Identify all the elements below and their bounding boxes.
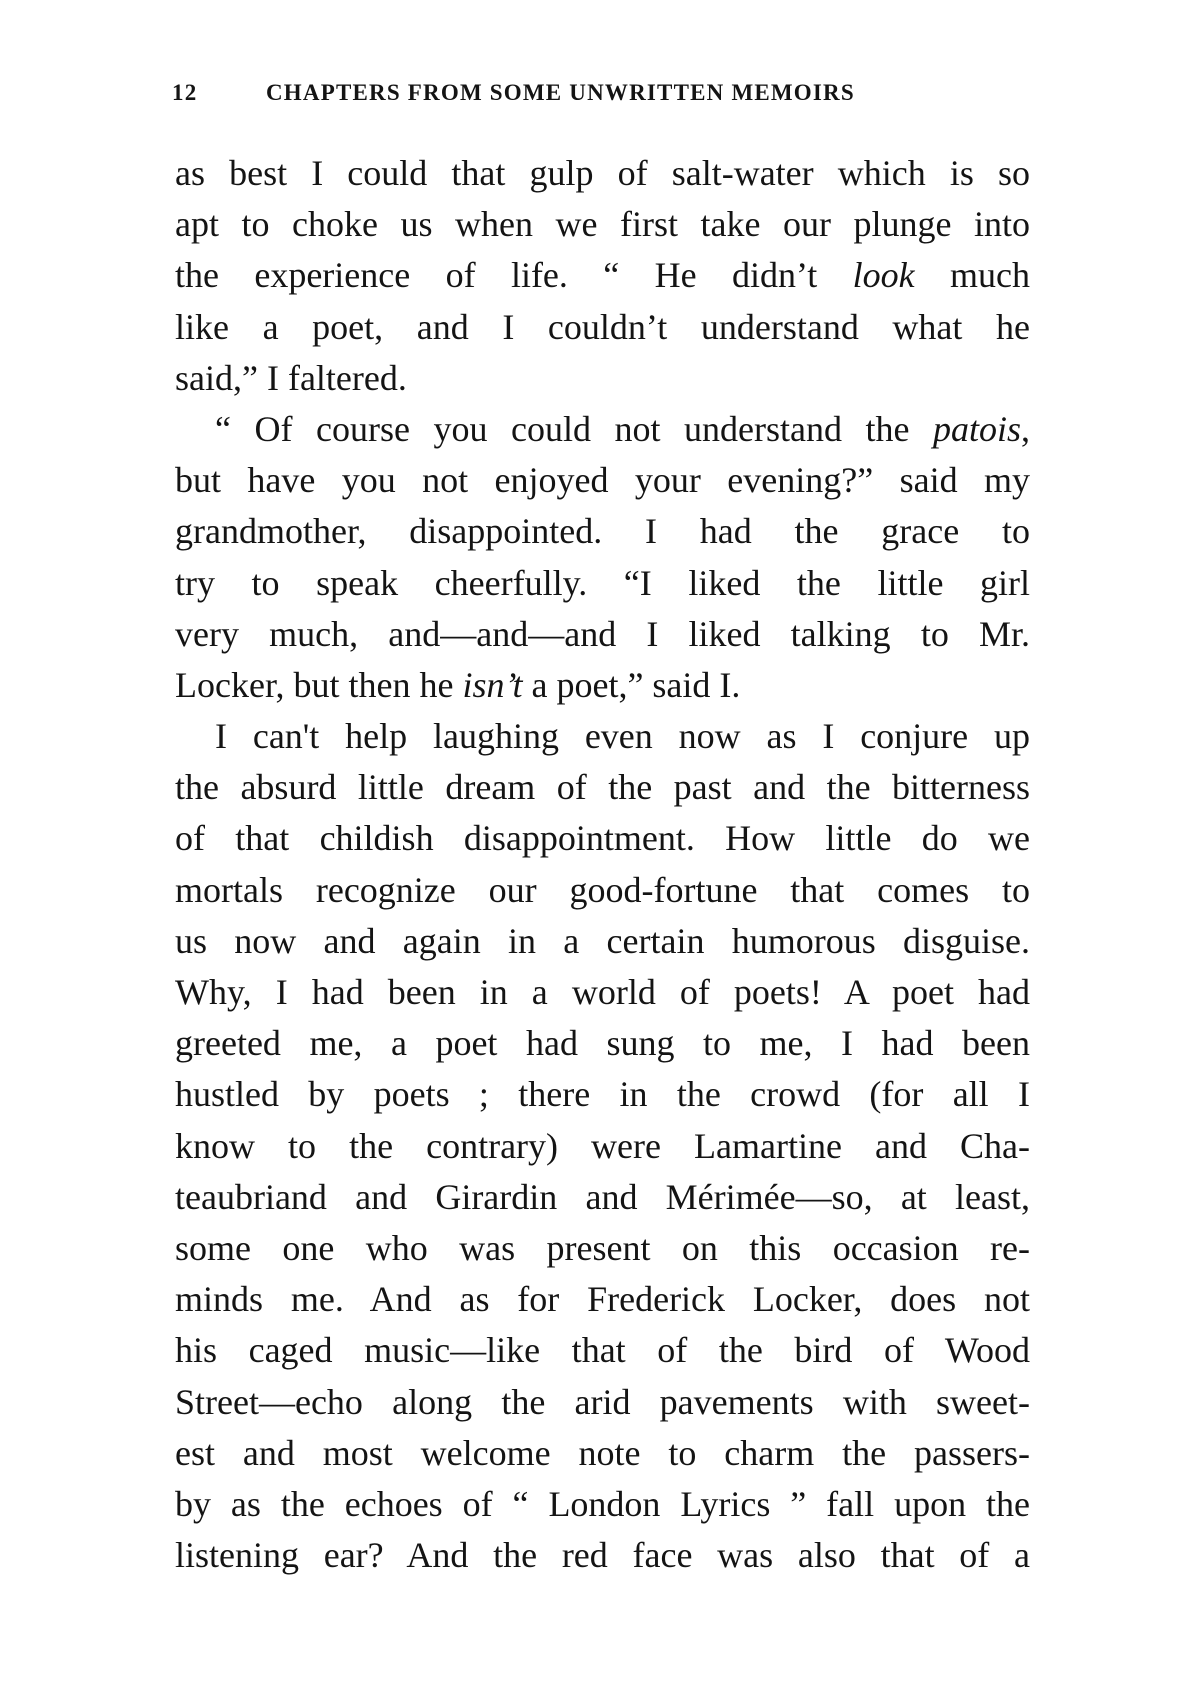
page-number: 12: [172, 80, 198, 105]
text-line: mortals recognize our good-fortune that comes to: [175, 869, 1030, 910]
text-line: apt to choke us when we first take our plunge into: [175, 204, 1030, 245]
text-line: know to the contrary) were Lamartine and Cha-: [175, 1125, 1030, 1166]
text-line: I can't help laughing even now as I conjure up: [215, 716, 1030, 757]
text-line: Street—echo along the arid pavements with sweet-: [175, 1381, 1030, 1422]
text-line: Why, I had been in a world of poets! A poet had: [175, 972, 1030, 1012]
body-text: [175, 148, 1030, 1581]
text-line: some one who was present on this occasion re-: [175, 1227, 1030, 1268]
paragraph: [175, 711, 1030, 1581]
text-line: the experience of life. “ He didn’t look much: [175, 255, 1030, 296]
text-line: listening ear? And the red face was also that of a: [175, 1535, 1030, 1576]
text-line: hustled by poets ; there in the crowd (for all I: [175, 1074, 1030, 1115]
paragraph: [175, 148, 1030, 404]
text-line: “ Of course you could not understand the patois,: [215, 408, 1030, 449]
text-line: est and most welcome note to charm the passers-: [175, 1432, 1030, 1473]
text-line: minds me. And as for Frederick Locker, does not: [175, 1279, 1030, 1320]
running-head: [172, 80, 1032, 112]
text-line: try to speak cheerfully. “I liked the little girl: [175, 562, 1030, 603]
text-line: Locker, but then he isn’t a poet,” said I.: [175, 664, 741, 705]
text-line: the absurd little dream of the past and the bitterness: [175, 767, 1030, 808]
text-line: grandmother, disappointed. I had the grace to: [175, 511, 1030, 552]
running-head-title: CHAPTERS FROM SOME UNWRITTEN MEMOIRS: [266, 80, 855, 105]
text-line: teaubriand and Girardin and Mérimée—so, at least,: [175, 1176, 1030, 1217]
text-line: his caged music—like that of the bird of Wood: [175, 1330, 1030, 1371]
text-line: like a poet, and I couldn’t understand what he: [175, 306, 1030, 347]
text-line: us now and again in a certain humorous disguise.: [175, 920, 1030, 961]
text-line: very much, and—and—and I liked talking to Mr.: [175, 613, 1030, 654]
text-line: by as the echoes of “ London Lyrics ” fall upon the: [175, 1483, 1030, 1524]
text-line: of that childish disappointment. How little do we: [175, 818, 1030, 859]
text-line: greeted me, a poet had sung to me, I had been: [175, 1023, 1030, 1064]
text-line: said,” I faltered.: [175, 357, 407, 398]
text-line: but have you not enjoyed your evening?” said my: [175, 460, 1030, 501]
text-line: as best I could that gulp of salt-water which is so: [175, 153, 1030, 193]
paragraph: [175, 404, 1030, 711]
